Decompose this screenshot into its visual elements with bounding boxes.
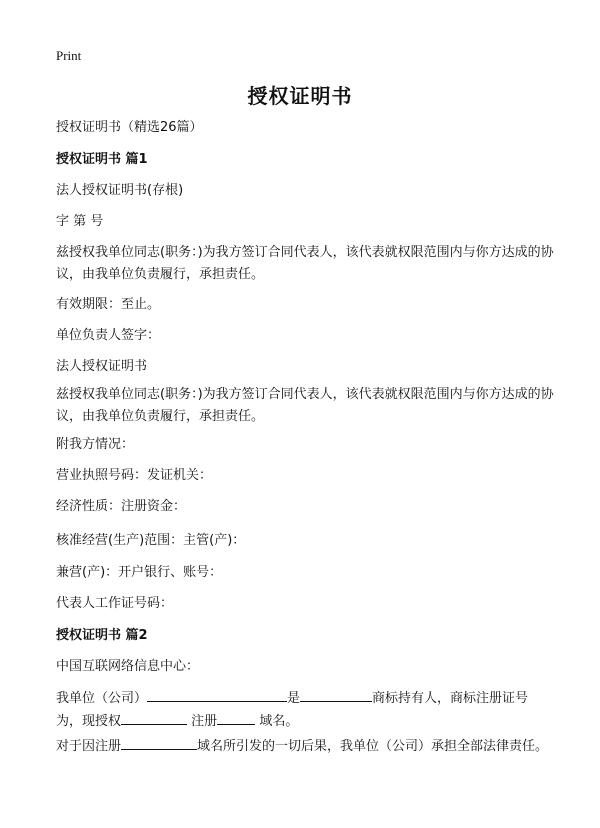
paragraph: 兹授权我单位同志(职务：)为我方签订合同代表人，该代表就权限范围内与你方达成的协议，由我单位负责履行，承担责任。 <box>56 387 554 424</box>
paragraph: 代表人工作证号码： <box>56 596 174 611</box>
fill-in-blank <box>121 710 187 725</box>
paragraph: 核准经营(生产)范围：主管(产)： <box>56 533 246 548</box>
paragraph: 字 第 号 <box>56 214 104 229</box>
text-segment: 为，现授权 <box>56 714 122 729</box>
fill-in-blank <box>121 735 197 750</box>
fill-in-blank <box>217 710 255 725</box>
fill-in-blank <box>300 687 372 702</box>
text-segment: 是 <box>287 691 301 706</box>
paragraph: 经济性质：注册资金： <box>56 499 187 514</box>
text-segment: 域名所引发的一切后果，我单位（公司）承担全部法律责任。 <box>197 739 549 754</box>
text-segment: 注册 <box>191 714 218 729</box>
fill-in-blank <box>147 687 287 702</box>
paragraph: 兼营(产)：开户银行、账号： <box>56 565 223 580</box>
paragraph: 附我方情况： <box>56 437 135 452</box>
document-subtitle: 授权证明书（精选26篇） <box>56 120 203 135</box>
text-segment: 域名。 <box>259 714 299 729</box>
section2-heading: 授权证明书 篇2 <box>56 628 148 643</box>
text-segment: 我单位（公司） <box>56 691 148 706</box>
paragraph: 单位负责人签字： <box>56 328 161 343</box>
text-segment: 对于因注册 <box>56 739 122 754</box>
paragraph-with-blanks <box>56 687 556 733</box>
paragraph: 有效期限：至止。 <box>56 297 161 312</box>
paragraph: 法人授权证明书(存根) <box>56 183 184 198</box>
paragraph: 兹授权我单位同志(职务：)为我方签订合同代表人，该代表就权限范围内与你方达成的协议，由我单位负责履行，承担责任。 <box>56 245 554 282</box>
paragraph: 中国互联网络信息中心： <box>56 659 200 674</box>
paragraph: 营业执照号码：发证机关： <box>56 468 213 483</box>
text-segment: 商标持有人，商标注册证号 <box>372 691 529 706</box>
paragraph: 法人授权证明书 <box>56 359 148 374</box>
document-title: 授权证明书 <box>247 84 353 108</box>
paragraph-with-blanks <box>56 735 556 758</box>
section1-heading: 授权证明书 篇1 <box>56 152 148 167</box>
print-label: Print <box>56 48 82 63</box>
